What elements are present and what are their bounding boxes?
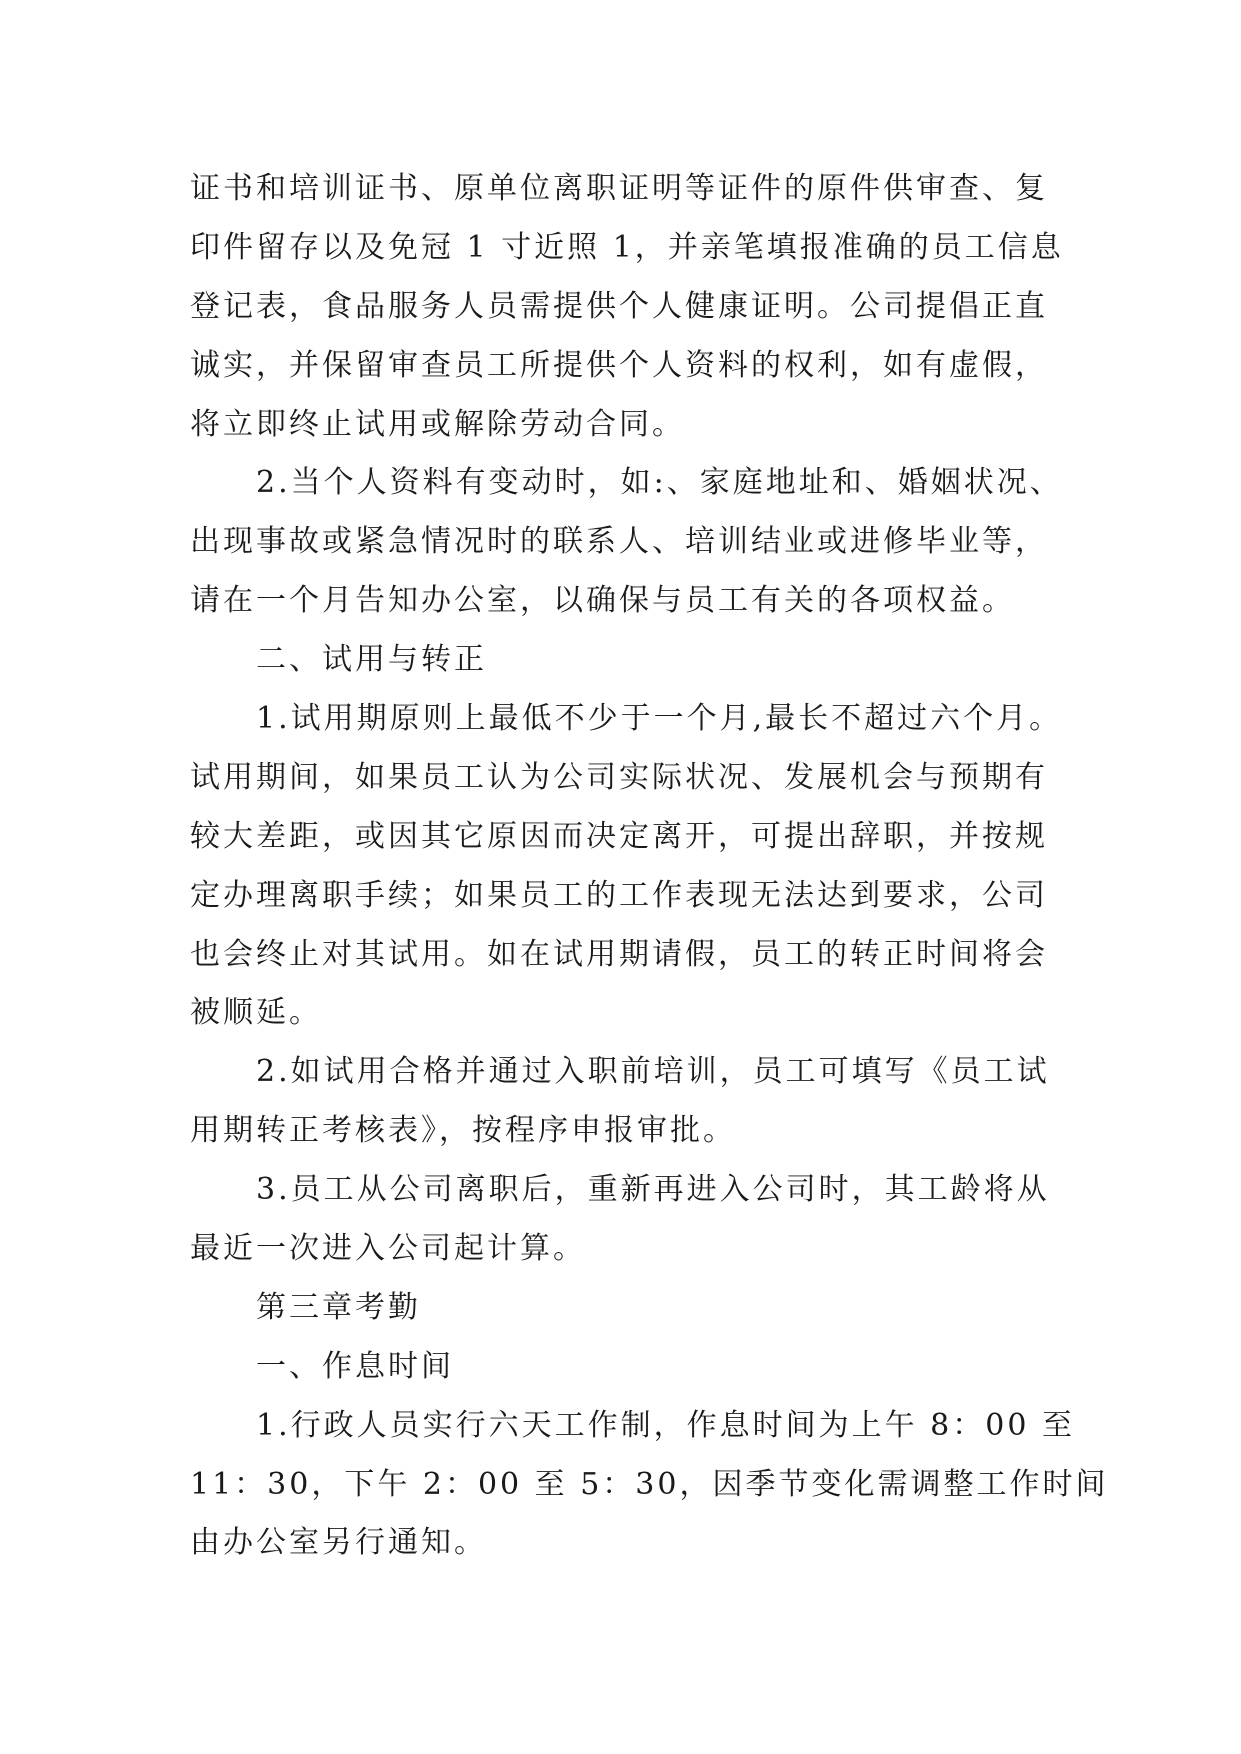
text-line: 2.如试用合格并通过入职前培训，员工可填写《员工试 bbox=[256, 1054, 1050, 1090]
text-line: 请在一个月告知办公室，以确保与员工有关的各项权益。 bbox=[190, 583, 1015, 619]
text-line: 1.行政人员实行六天工作制，作息时间为上午 8：00 至 bbox=[256, 1407, 1075, 1443]
text-line: 试用期间，如果员工认为公司实际状况、发展机会与预期有 bbox=[190, 759, 1048, 795]
text-line: 由办公室另行通知。 bbox=[190, 1525, 487, 1561]
text-line: 1.试用期原则上最低不少于一个月,最长不超过六个月。 bbox=[256, 701, 1063, 737]
text-line: 将立即终止试用或解除劳动合同。 bbox=[190, 406, 685, 442]
text-line: 11：30，下午 2：00 至 5：30，因季节变化需调整工作时间 bbox=[190, 1466, 1109, 1502]
text-line: 印件留存以及免冠 1 寸近照 1，并亲笔填报准确的员工信息 bbox=[190, 229, 1064, 265]
text-line: 2.当个人资料有变动时，如:、家庭地址和、婚姻状况、 bbox=[256, 465, 1063, 501]
text-line: 用期转正考核表》，按程序申报审批。 bbox=[190, 1113, 736, 1149]
text-line: 证书和培训证书、原单位离职证明等证件的原件供审查、复 bbox=[190, 171, 1048, 206]
text-line: 3.员工从公司离职后，重新再进入公司时，其工龄将从 bbox=[256, 1172, 1050, 1208]
document-body bbox=[190, 160, 1109, 1573]
text-line: 定办理离职手续；如果员工的工作表现无法达到要求，公司 bbox=[190, 877, 1048, 913]
text-line: 登记表，食品服务人员需提供个人健康证明。公司提倡正直 bbox=[190, 288, 1048, 324]
text-line: 最近一次进入公司起计算。 bbox=[190, 1231, 586, 1267]
text-line: 较大差距，或因其它原因而决定离开，可提出辞职，并按规 bbox=[190, 818, 1048, 854]
text-line: 二、试用与转正 bbox=[256, 642, 487, 678]
text-line: 也会终止对其试用。如在试用期请假，员工的转正时间将会 bbox=[190, 936, 1048, 972]
text-line: 一、作息时间 bbox=[256, 1348, 454, 1384]
text-line: 出现事故或紧急情况时的联系人、培训结业或进修毕业等， bbox=[190, 524, 1048, 560]
text-line: 第三章考勤 bbox=[256, 1289, 421, 1325]
text-line: 被顺延。 bbox=[190, 995, 322, 1031]
text-line: 诚实，并保留审查员工所提供个人资料的权利，如有虚假， bbox=[190, 347, 1048, 383]
